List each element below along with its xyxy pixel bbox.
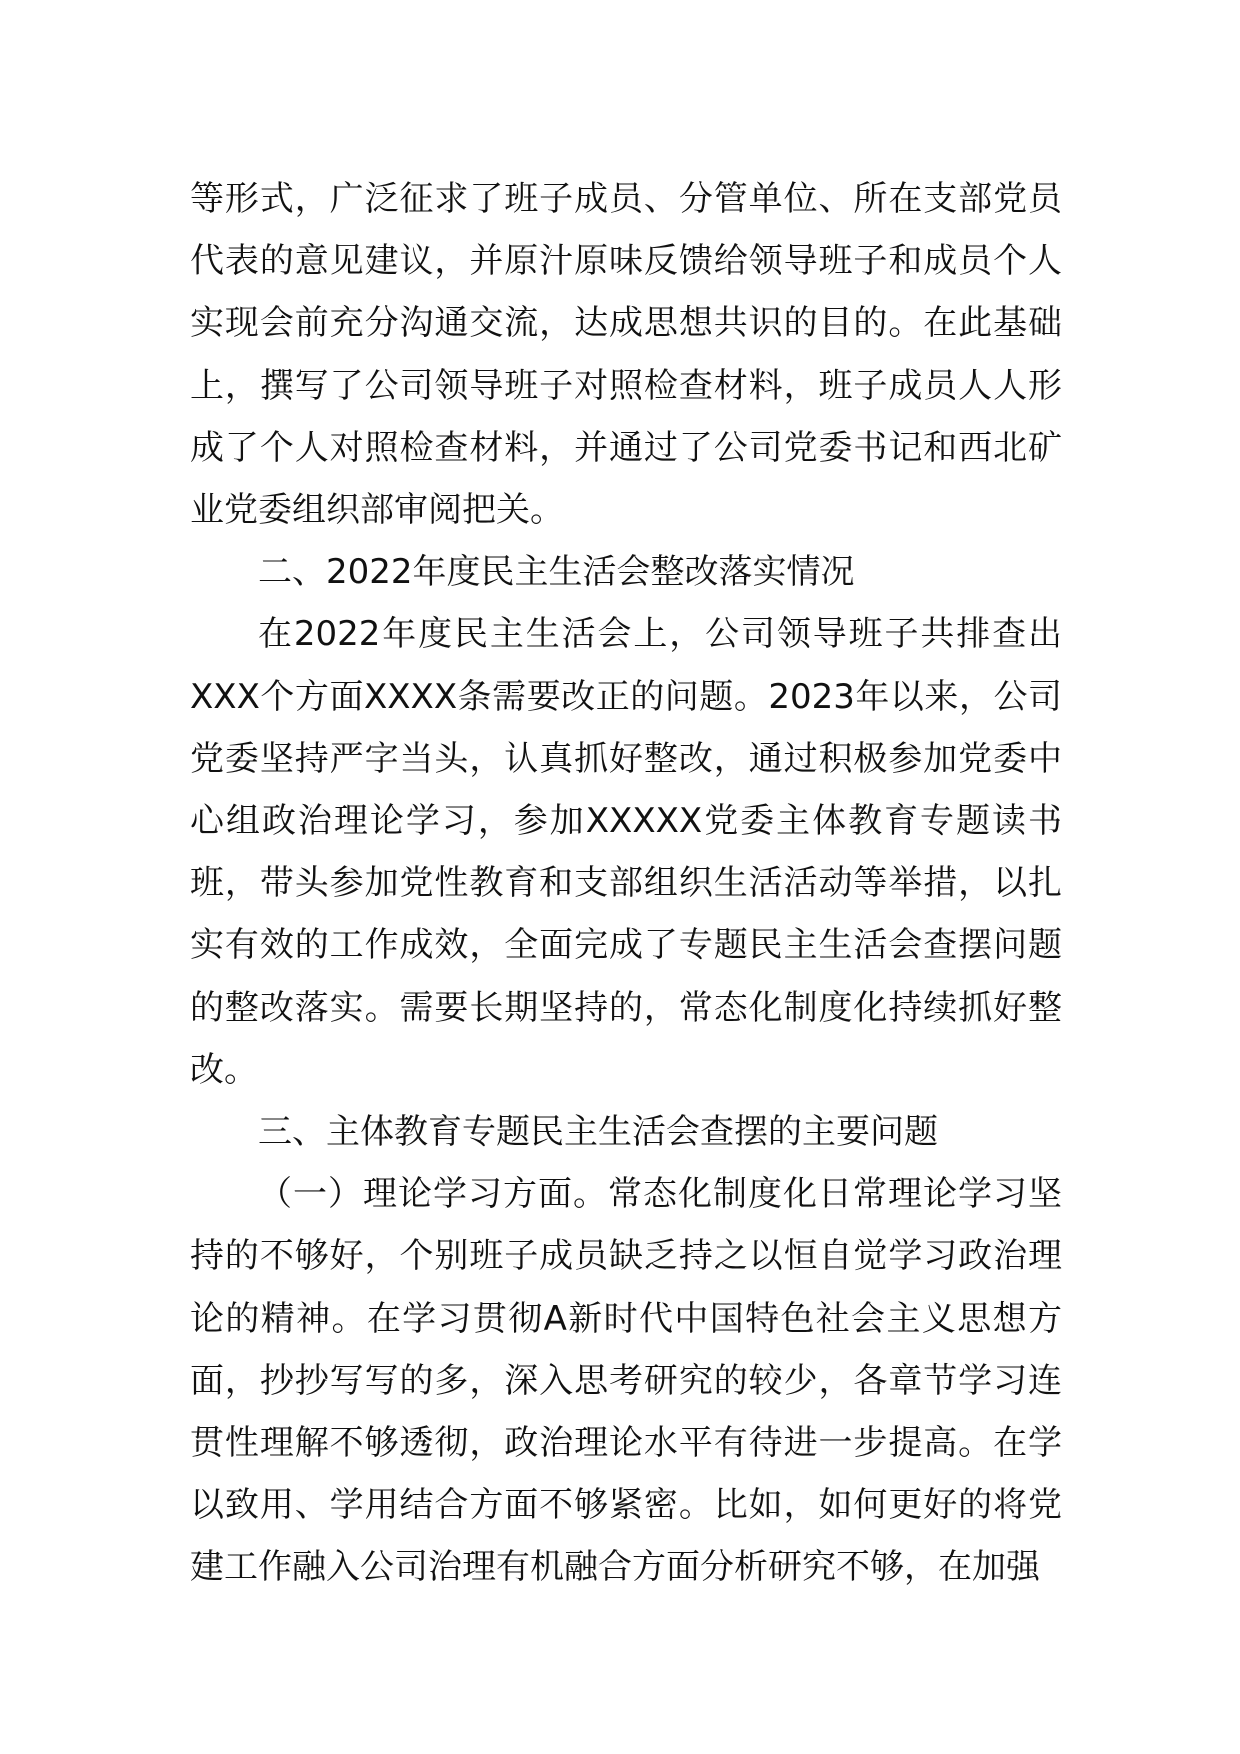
paragraph-continuation: 等形式，广泛征求了班子成员、分管单位、所在支部党员代表的意见建议，并原汁原味反馈给领导班子和成员个人实现会前充分沟通交流，达成思想共识的目的。在此基础上，撰写了公司领导班子对照检查材料，班子成员人人形成了个人对照检查材料，并通过了公司党委书记和西北矿业党委组织部审阅把关。 (190, 179, 1062, 531)
document-body (190, 168, 1062, 1599)
paragraph-rectification: 在2022年度民主生活会上，公司领导班子共排查出XXX个方面XXXX条需要改正的问题。2023年以来，公司党委坚持严字当头，认真抓好整改，通过积极参加党委中心组政治理论学习，参加XXXXX党委主体教育专题读书班，带头参加党性教育和支部组织生活活动等举措，以扎实有效的工作成效，全面完成了专题民主生活会查摆问题的整改落实。需要长期坚持的，常态化制度化持续抓好整改。 (190, 614, 1062, 1090)
section-heading-3: 三、主体教育专题民主生活会查摆的主要问题 (258, 1112, 938, 1153)
paragraph-theory-study: （一）理论学习方面。常态化制度化日常理论学习坚持的不够好，个别班子成员缺乏持之以恒自觉学习政治理论的精神。在学习贯彻A新时代中国特色社会主义思想方面，抄抄写写的多，深入思考研究的较少，各章节学习连贯性理解不够透彻，政治理论水平有待进一步提高。在学以致用、学用结合方面不够紧密。比如，如何更好的将党建工作融入公司治理有机融合方面分析研究不够，在加强 (190, 1174, 1062, 1588)
section-heading-2: 二、2022年度民主生活会整改落实情况 (258, 552, 855, 593)
